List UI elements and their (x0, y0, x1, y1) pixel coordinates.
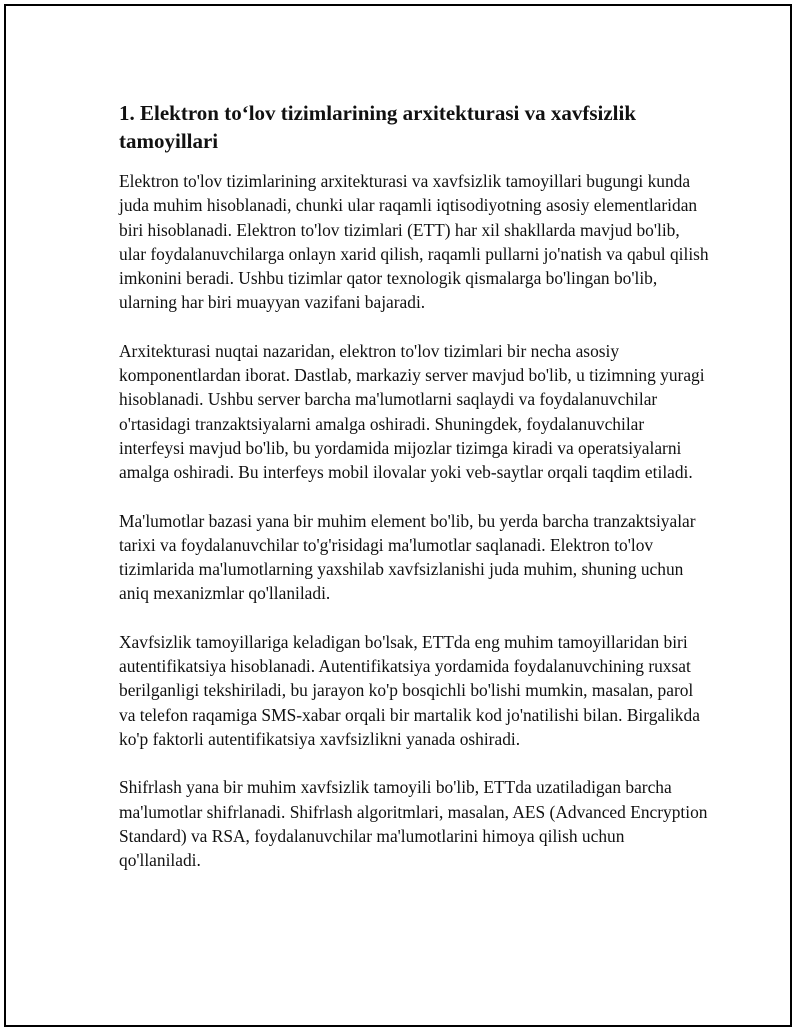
paragraph-components: Arxitekturasi nuqtai nazaridan, elektron to'lov tizimlari bir necha asosiy komponentlardan iborat. Dastlab, markaziy server mavjud bo'lib, u tizimning yuragi hisoblanadi. Ushbu server barcha ma'lumotlarni saqlaydi va foydalanuvchilar o'rtasidagi tranzaktsiyalarni amalga oshiradi. Shuningdek, foydalanuvchilar interfeysi mavjud bo'lib, bu yordamida mijozlar tizimga kiradi va operatsiyalarni amalga oshiradi. Bu interfeys mobil ilovalar yoki veb-saytlar orqali taqdim etiladi. (119, 340, 705, 483)
paragraph-authentication: Xavfsizlik tamoyillariga keladigan bo'lsak, ETTda eng muhim tamoyillaridan biri autentifikatsiya hisoblanadi. Autentifikatsiya yordamida foydalanuvchining ruxsat berilganligi tekshiriladi, bu jarayon ko'p bosqichli bo'lishi mumkin, masalan, parol va telefon raqamiga SMS-xabar orqali bir martalik kod jo'natilishi bilan. Birgalikda ko'p faktorli autentifikatsiya xavfsizlikni yanada oshiradi. (119, 631, 700, 749)
document-page (4, 4, 792, 1027)
paragraph-database: Ma'lumotlar bazasi yana bir muhim element bo'lib, bu yerda barcha tranzaktsiyalar tarixi va foydalanuvchilar to'g'risidagi ma'lumotlar saqlanadi. Elektron to'lov tizimlarida ma'lumotlarning yaxshilab xavfsizlanishi juda muhim, shuning uchun aniq mexanizmlar qo'llaniladi. (119, 510, 696, 604)
paragraph-architecture-intro: Elektron to'lov tizimlarining arxitekturasi va xavfsizlik tamoyillari bugungi kunda juda muhim hisoblanadi, chunki ular raqamli iqtisodiyotning asosiy elementlaridan biri hisoblanadi. Elektron to'lov tizimlari (ETT) har xil shakllarda mavjud bo'lib, ular foydalanuvchilarga onlayn xarid qilish, raqamli pullarni jo'natish va qabul qilish imkonini beradi. Ushbu tizimlar qator texnologik qismalarga bo'lingan bo'lib, ularning har biri muayyan vazifani bajaradi. (119, 171, 709, 313)
section-heading: 1. Elektron to‘lov tizimlarining arxitekturasi va xavfsizlik tamoyillari (119, 101, 637, 153)
document-body (119, 99, 709, 896)
paragraph-encryption: Shifrlash yana bir muhim xavfsizlik tamoyili bo'lib, ETTda uzatiladigan barcha ma'lumotlar shifrlanadi. Shifrlash algoritmlari, masalan, AES (Advanced Encryption Standard) va RSA, foydalanuvchilar ma'lumotlarini himoya qilish uchun qo'llaniladi. (119, 777, 708, 871)
